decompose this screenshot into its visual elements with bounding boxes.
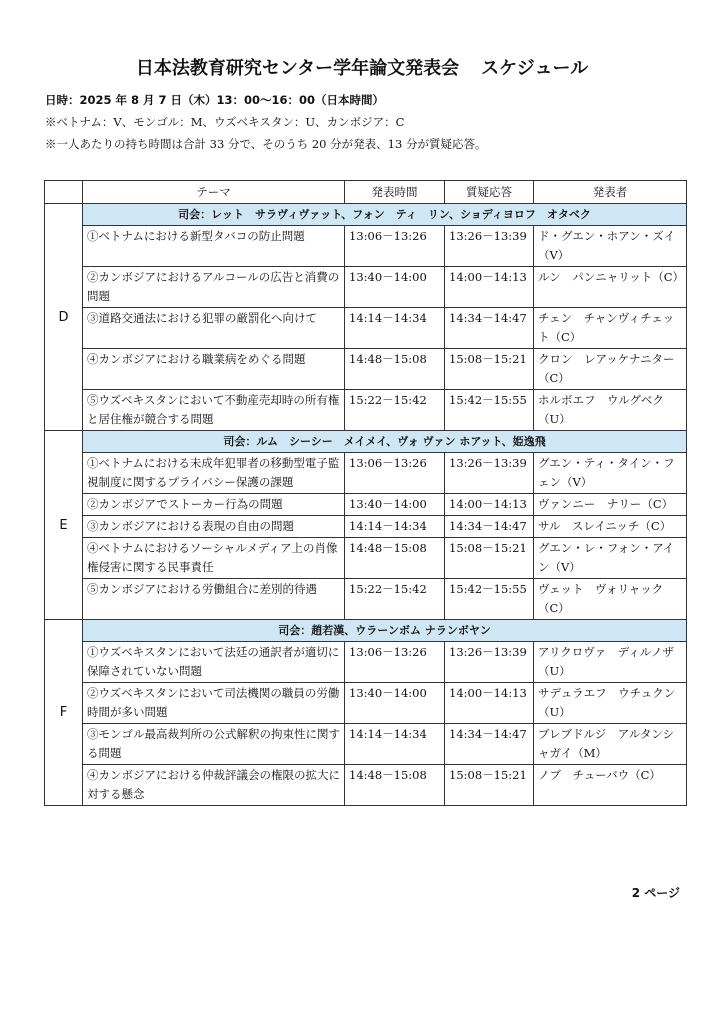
presentation-time-cell: 13:40－14:00 bbox=[345, 494, 445, 516]
table-row bbox=[45, 724, 687, 765]
presenter-cell: グエン・ティ・タイン・フェン（V） bbox=[534, 453, 687, 494]
table-row bbox=[45, 390, 687, 431]
presentation-time-cell: 14:14－14:34 bbox=[345, 308, 445, 349]
presentation-time-cell: 15:22－15:42 bbox=[345, 579, 445, 620]
qa-time-cell: 13:26－13:39 bbox=[445, 642, 534, 683]
presentation-time-cell: 13:06－13:26 bbox=[345, 642, 445, 683]
qa-time-cell: 15:08－15:21 bbox=[445, 765, 534, 806]
table-header-row bbox=[45, 181, 687, 204]
presenter-cell: クロン レアッケナニター（C） bbox=[534, 349, 687, 390]
theme-cell: ⑤カンボジアにおける労働組合に差別的待遇 bbox=[83, 579, 345, 620]
time-note-line: ※一人あたりの持ち時間は合計 33 分で、そのうち 20 分が発表、13 分が質疑応答。 bbox=[45, 137, 487, 151]
table-row bbox=[45, 765, 687, 806]
theme-cell: ②ウズベキスタンにおいて司法機関の職員の労働時間が多い問題 bbox=[83, 683, 345, 724]
qa-time-cell: 13:26－13:39 bbox=[445, 226, 534, 267]
header-presenter: 発表者 bbox=[534, 181, 687, 204]
group-label: D bbox=[45, 204, 83, 431]
theme-cell: ①ベトナムにおける新型タバコの防止問題 bbox=[83, 226, 345, 267]
qa-time-cell: 15:42－15:55 bbox=[445, 390, 534, 431]
presenter-cell: ヴァンニー ナリー（C） bbox=[534, 494, 687, 516]
presenter-cell: ノブ チューバウ（C） bbox=[534, 765, 687, 806]
schedule-table bbox=[44, 180, 687, 806]
presenter-cell: ヴェット ヴォリャック（C） bbox=[534, 579, 687, 620]
qa-time-cell: 14:00－14:13 bbox=[445, 683, 534, 724]
theme-cell: ④カンボジアにおける職業病をめぐる問題 bbox=[83, 349, 345, 390]
presenter-cell: ブレブドルジ アルタンシャガイ（M） bbox=[534, 724, 687, 765]
presentation-time-cell: 13:40－14:00 bbox=[345, 683, 445, 724]
theme-cell: ①ベトナムにおける未成年犯罪者の移動型電子監視制度に関するプライバシー保護の課題 bbox=[83, 453, 345, 494]
schedule-body bbox=[45, 204, 687, 806]
theme-cell: ③モンゴル最高裁判所の公式解釈の拘束性に関する問題 bbox=[83, 724, 345, 765]
presenter-cell: ド・グエン・ホアン・ズイ（V） bbox=[534, 226, 687, 267]
table-row bbox=[45, 683, 687, 724]
presenter-cell: サデュラエフ ウチュクン（U） bbox=[534, 683, 687, 724]
theme-cell: ②カンボジアにおけるアルコールの広告と消費の問題 bbox=[83, 267, 345, 308]
table-row bbox=[45, 642, 687, 683]
presenter-cell: グエン・レ・フォン・アイン（V） bbox=[534, 538, 687, 579]
presentation-time-cell: 14:48－15:08 bbox=[345, 538, 445, 579]
theme-cell: ②カンボジアでストーカー行為の問題 bbox=[83, 494, 345, 516]
presentation-time-cell: 13:40－14:00 bbox=[345, 267, 445, 308]
presenter-cell: チェン チャンヴィチェット（C） bbox=[534, 308, 687, 349]
title-sub: スケジュール bbox=[481, 58, 589, 79]
chair-row bbox=[45, 204, 687, 226]
title-main: 日本法教育研究センター学年論文発表会 bbox=[135, 58, 460, 79]
presenter-cell: アリクロヴァ ディルノザ（U） bbox=[534, 642, 687, 683]
chair-cell: 司会：レット サラヴィヴァット、フォン ティ リン、ショディヨロフ オタベク bbox=[83, 204, 687, 226]
table-row bbox=[45, 308, 687, 349]
presenter-cell: ルン パンニャリット（C） bbox=[534, 267, 687, 308]
theme-cell: ③カンボジアにおける表現の自由の問題 bbox=[83, 516, 345, 538]
qa-time-cell: 15:08－15:21 bbox=[445, 349, 534, 390]
chair-cell: 司会：ルム シーシー メイメイ、ヴォ ヴァン ホアット、姫逸飛 bbox=[83, 431, 687, 453]
page-title bbox=[0, 54, 724, 80]
presentation-time-cell: 13:06－13:26 bbox=[345, 226, 445, 267]
header-theme: テーマ bbox=[83, 181, 345, 204]
qa-time-cell: 15:42－15:55 bbox=[445, 579, 534, 620]
date-line: 日時：2025 年 8 月 7 日（木）13：00〜16：00（日本時間） bbox=[45, 93, 385, 107]
table-row bbox=[45, 226, 687, 267]
table-row bbox=[45, 267, 687, 308]
page-number: 2 ページ bbox=[631, 886, 680, 900]
group-label: E bbox=[45, 431, 83, 620]
qa-time-cell: 13:26－13:39 bbox=[445, 453, 534, 494]
header-group bbox=[45, 181, 83, 204]
qa-time-cell: 15:08－15:21 bbox=[445, 538, 534, 579]
theme-cell: ⑤ウズベキスタンにおいて不動産売却時の所有権と居住権が競合する問題 bbox=[83, 390, 345, 431]
chair-row bbox=[45, 431, 687, 453]
presentation-time-cell: 14:14－14:34 bbox=[345, 724, 445, 765]
chair-cell: 司会：趙若漢、ウラーンボム ナランボヤン bbox=[83, 620, 687, 642]
table-row bbox=[45, 349, 687, 390]
table-row bbox=[45, 516, 687, 538]
presentation-time-cell: 15:22－15:42 bbox=[345, 390, 445, 431]
table-row bbox=[45, 453, 687, 494]
presenter-cell: ホルボエフ ウルグベク（U） bbox=[534, 390, 687, 431]
header-presentation-time: 発表時間 bbox=[345, 181, 445, 204]
qa-time-cell: 14:34－14:47 bbox=[445, 308, 534, 349]
presentation-time-cell: 14:48－15:08 bbox=[345, 349, 445, 390]
chair-row bbox=[45, 620, 687, 642]
qa-time-cell: 14:00－14:13 bbox=[445, 494, 534, 516]
presentation-time-cell: 14:14－14:34 bbox=[345, 516, 445, 538]
theme-cell: ①ウズベキスタンにおいて法廷の通訳者が適切に保障されていない問題 bbox=[83, 642, 345, 683]
presentation-time-cell: 14:48－15:08 bbox=[345, 765, 445, 806]
table-row bbox=[45, 494, 687, 516]
presentation-time-cell: 13:06－13:26 bbox=[345, 453, 445, 494]
country-codes-line: ※ベトナム：V、モンゴル：M、ウズベキスタン：U、カンボジア：C bbox=[45, 115, 405, 129]
table-row bbox=[45, 538, 687, 579]
group-label: F bbox=[45, 620, 83, 806]
qa-time-cell: 14:34－14:47 bbox=[445, 516, 534, 538]
theme-cell: ④カンボジアにおける仲裁評議会の権限の拡大に対する懸念 bbox=[83, 765, 345, 806]
theme-cell: ③道路交通法における犯罪の厳罰化へ向けて bbox=[83, 308, 345, 349]
table-row bbox=[45, 579, 687, 620]
qa-time-cell: 14:00－14:13 bbox=[445, 267, 534, 308]
qa-time-cell: 14:34－14:47 bbox=[445, 724, 534, 765]
theme-cell: ④ベトナムにおけるソーシャルメディア上の肖像権侵害に関する民事責任 bbox=[83, 538, 345, 579]
presenter-cell: サル スレイニッチ（C） bbox=[534, 516, 687, 538]
header-qa-time: 質疑応答 bbox=[445, 181, 534, 204]
